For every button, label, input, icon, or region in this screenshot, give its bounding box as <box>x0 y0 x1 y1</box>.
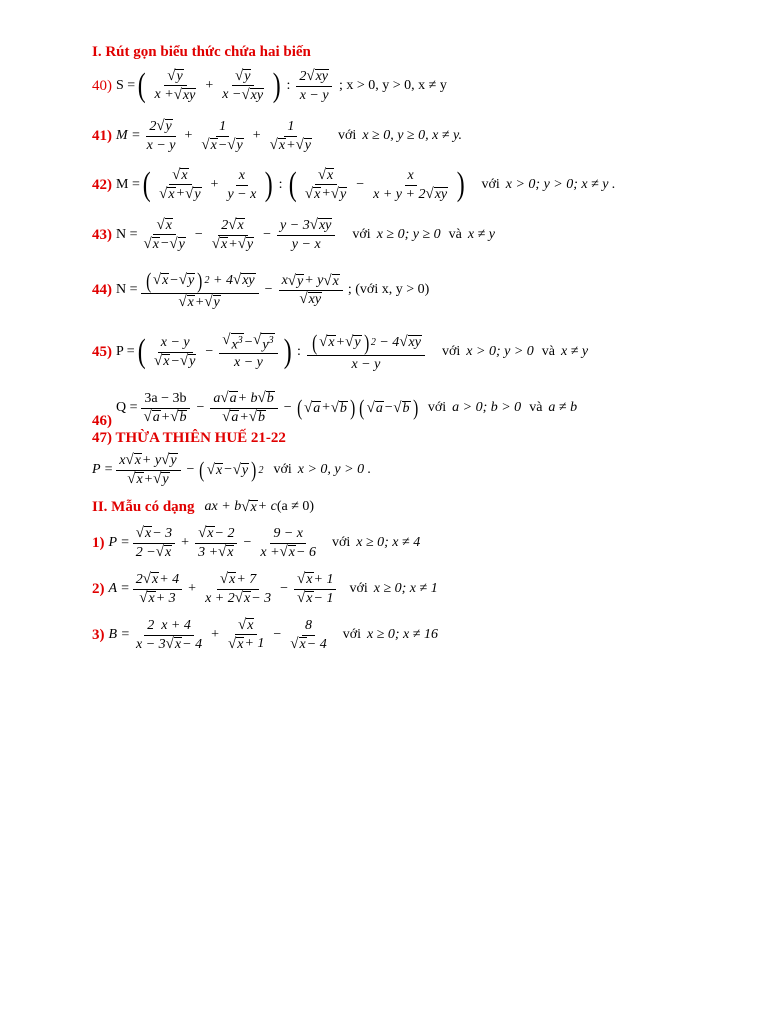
condition: x > 0; y > 0; x ≠ y . <box>505 177 616 192</box>
condition-2: x ≠ y <box>467 227 495 242</box>
formula: ( √ x √ x + √ y + $\frac{x}{y - x}$ ) : ( √ x √ x + √ y − x x + y + 2 √ xy ) <box>142 166 465 203</box>
problem-43 <box>92 213 495 257</box>
problem-47 <box>92 448 371 492</box>
problem-45 <box>92 324 588 380</box>
expression-lhs: N = <box>116 282 138 297</box>
section-2-title: II. Mẫu có dạng <box>92 498 195 515</box>
word-voi: với <box>331 535 351 550</box>
problem-number: 41) <box>92 127 112 144</box>
word-voi: với <box>338 128 357 143</box>
problem-ii-2 <box>92 566 438 612</box>
word-va: và <box>529 400 543 415</box>
problem-ii-3 <box>92 612 438 658</box>
problem-41 <box>92 114 462 158</box>
word-voi: với <box>481 177 500 192</box>
section-2-form: ax + b √ x + c (a ≠ 0) <box>204 498 315 515</box>
problem-number: 46) <box>92 413 112 429</box>
expression-lhs: M = <box>116 128 141 143</box>
formula: √ x − 3 2 − √ x + √ x − 2 3 + √ x − 9 − x x + √ x − 6 <box>130 526 322 561</box>
problem-44 <box>92 262 429 318</box>
expression-lhs: P = <box>108 535 130 550</box>
condition: x ≥ 0; x ≠ 1 <box>373 581 438 596</box>
expression-lhs: P = <box>116 344 135 359</box>
problem-47-title: 47) THỪA THIÊN HUẾ 21-22 <box>92 430 286 446</box>
problem-number: 43) <box>92 226 112 243</box>
problem-46 <box>92 386 577 430</box>
problem-number: 3) <box>92 626 105 643</box>
formula: ( √ y x + √ xy + √ y x − √ xy ) : 2 √ xy x − y <box>135 69 335 104</box>
expression-lhs: S = <box>116 78 136 93</box>
problem-ii-1 <box>92 520 420 566</box>
problem-number: 1) <box>92 534 105 551</box>
section-2-heading <box>92 496 314 518</box>
condition-2: a ≠ b <box>548 400 578 415</box>
formula: 2 √ x + 4 √ x + 3 + √ x + 7 x + 2 √ x − 3 − √ x + 1 √ x − 1 <box>130 572 340 607</box>
word-voi: với <box>427 400 447 415</box>
condition: ; x > 0, y > 0, x ≠ y <box>339 78 447 93</box>
condition: x > 0; y > 0 <box>466 344 534 359</box>
formula: ( x − y √ x − √ y − √ $x^3$ − √ $y^3$ x − y ) : ( √ x + √ y ) 2 − 4 √ xy x − y <box>135 332 428 373</box>
expression-lhs: B = <box>108 627 130 642</box>
problem-number: 44) <box>92 281 112 298</box>
expression-lhs: P = <box>92 462 114 477</box>
expression-lhs: M = <box>116 177 140 192</box>
problem-number: 45) <box>92 343 112 360</box>
section-1-title: I. Rút gọn biểu thức chứa hai biến <box>92 44 311 60</box>
problem-number: 2) <box>92 580 105 597</box>
problem-number: 42) <box>92 176 112 193</box>
word-va: và <box>448 227 462 242</box>
word-voi: với <box>342 627 361 642</box>
word-voi: với <box>273 462 292 477</box>
expression-lhs: Q = <box>116 400 138 415</box>
condition: x > 0, y > 0 . <box>297 462 372 477</box>
condition: x ≥ 0, y ≥ 0, x ≠ y. <box>362 128 462 143</box>
word-voi: với <box>441 344 461 359</box>
formula: 2 x + 4 x − 3 √ x − 4 + √ x √ x + 1 − 8 √ x − 4 <box>136 617 327 652</box>
condition-2: x ≠ y <box>560 344 589 359</box>
condition: a > 0; b > 0 <box>452 400 522 415</box>
formula: 2 √ y x − y + 1 √ x − √ y + 1 √ x + √ y <box>146 118 312 153</box>
condition: x ≥ 0; x ≠ 4 <box>356 535 421 550</box>
word-va: và <box>541 344 555 359</box>
condition: x ≥ 0; x ≠ 16 <box>367 627 438 642</box>
condition: x ≥ 0; y ≥ 0 <box>376 227 441 242</box>
problem-number: 40) <box>92 77 112 94</box>
formula: √ x √ x − √ y − 2 √ x √ x + √ y − y − 3 √ xy y − x <box>138 218 339 253</box>
word-voi: với <box>349 581 368 596</box>
formula: x √ x + y √ y √ x + √ y − ( √ x − √ y ) 2 <box>113 453 263 488</box>
word-voi: với <box>352 227 371 242</box>
formula: ( √ x − √ y ) 2 + 4 √ xy √ x + √ y − x √ y + y √ x √ xy <box>138 270 346 311</box>
expression-lhs: N = <box>116 227 138 242</box>
formula: 3a − 3b √ a + √ b − a √ a + b √ b √ a + √ b − ( √ a + √ b ) ( √ a − √ b ) <box>138 391 420 426</box>
expression-lhs: A = <box>108 581 130 596</box>
problem-42 <box>92 162 616 208</box>
problem-40 <box>92 64 447 108</box>
condition: ; (với x, y > 0) <box>347 282 430 297</box>
